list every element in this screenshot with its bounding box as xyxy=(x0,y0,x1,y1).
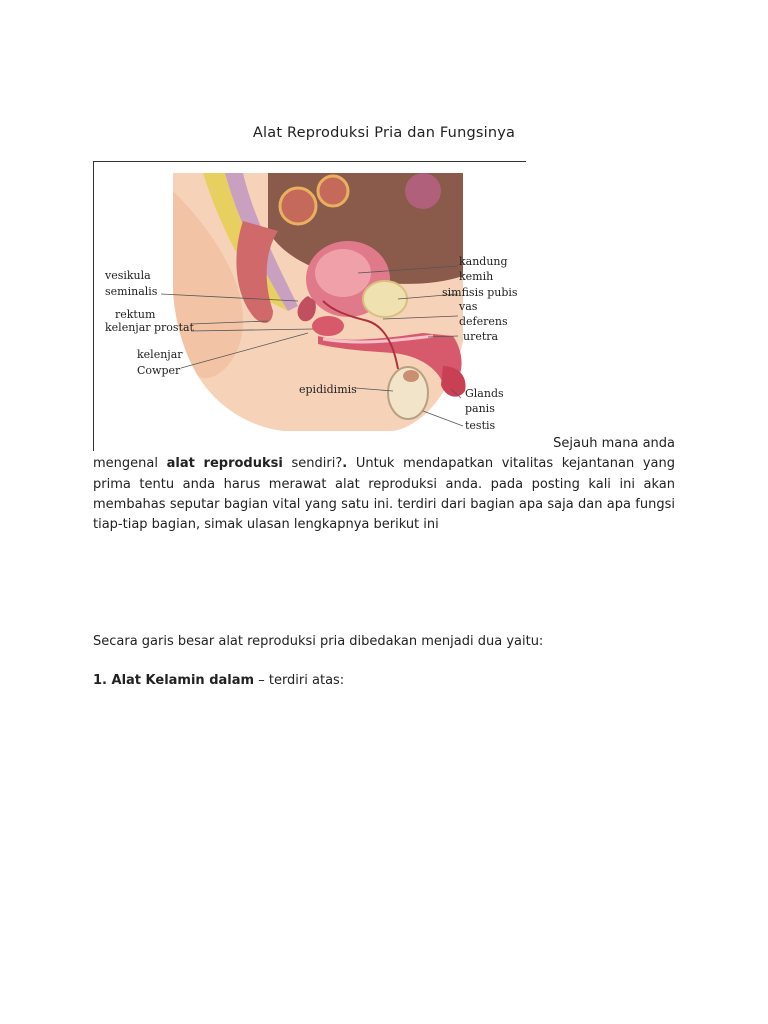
label-seminalis: seminalis xyxy=(105,285,158,298)
section-1-suffix: – terdiri atas: xyxy=(254,673,345,688)
intro-first-line: Sejauh mana anda xyxy=(553,436,675,451)
intro-sendiri: sendiri? xyxy=(291,456,343,472)
label-deferens: deferens xyxy=(459,315,508,328)
intro-rest: Untuk mendapatkan vitalitas kejantanan yang prima tentu anda harus merawat alat reproduksi anda. pada posting kali ini akan membahas seputar bagian vital yang satu ini. terdiri dari bagian apa saja dan apa fungsi tiap-tiap bagian, simak ulasan lengkapnya berikut ini xyxy=(93,456,676,533)
section-1-title: 1. Alat Kelamin dalam xyxy=(93,673,255,688)
label-cowper: Cowper xyxy=(137,364,181,377)
label-epididimis: epididimis xyxy=(299,383,357,396)
page-title: Alat Reproduksi Pria dan Fungsinya xyxy=(252,125,516,141)
label-simfisis-pubis: simfisis pubis xyxy=(442,286,518,299)
label-rektum: rektum xyxy=(115,308,156,321)
label-kemih: kemih xyxy=(459,270,494,283)
label-vas: vas xyxy=(459,300,478,313)
label-kelenjar-prostat: kelenjar prostat xyxy=(105,321,194,334)
bold-reproduksi: reproduksi xyxy=(203,456,283,472)
intro-paragraph xyxy=(93,434,675,535)
bold-period: . xyxy=(342,456,348,472)
label-kelenjar: kelenjar xyxy=(137,348,183,361)
label-vesikula: vesikula xyxy=(105,269,151,282)
label-uretra: uretra xyxy=(463,330,499,343)
label-kandung: kandung xyxy=(459,255,508,268)
section-1-heading xyxy=(93,671,675,691)
intro-mengenal: mengenal xyxy=(93,456,158,472)
label-testis: testis xyxy=(465,419,496,432)
summary-paragraph: Secara garis besar alat reproduksi pria dibedakan menjadi dua yaitu: xyxy=(93,634,544,649)
anatomy-illustration xyxy=(93,161,526,451)
label-glands: Glands xyxy=(465,387,504,400)
label-panis: panis xyxy=(465,402,495,415)
bold-alat: alat xyxy=(166,456,195,472)
anatomy-figure xyxy=(93,161,526,451)
